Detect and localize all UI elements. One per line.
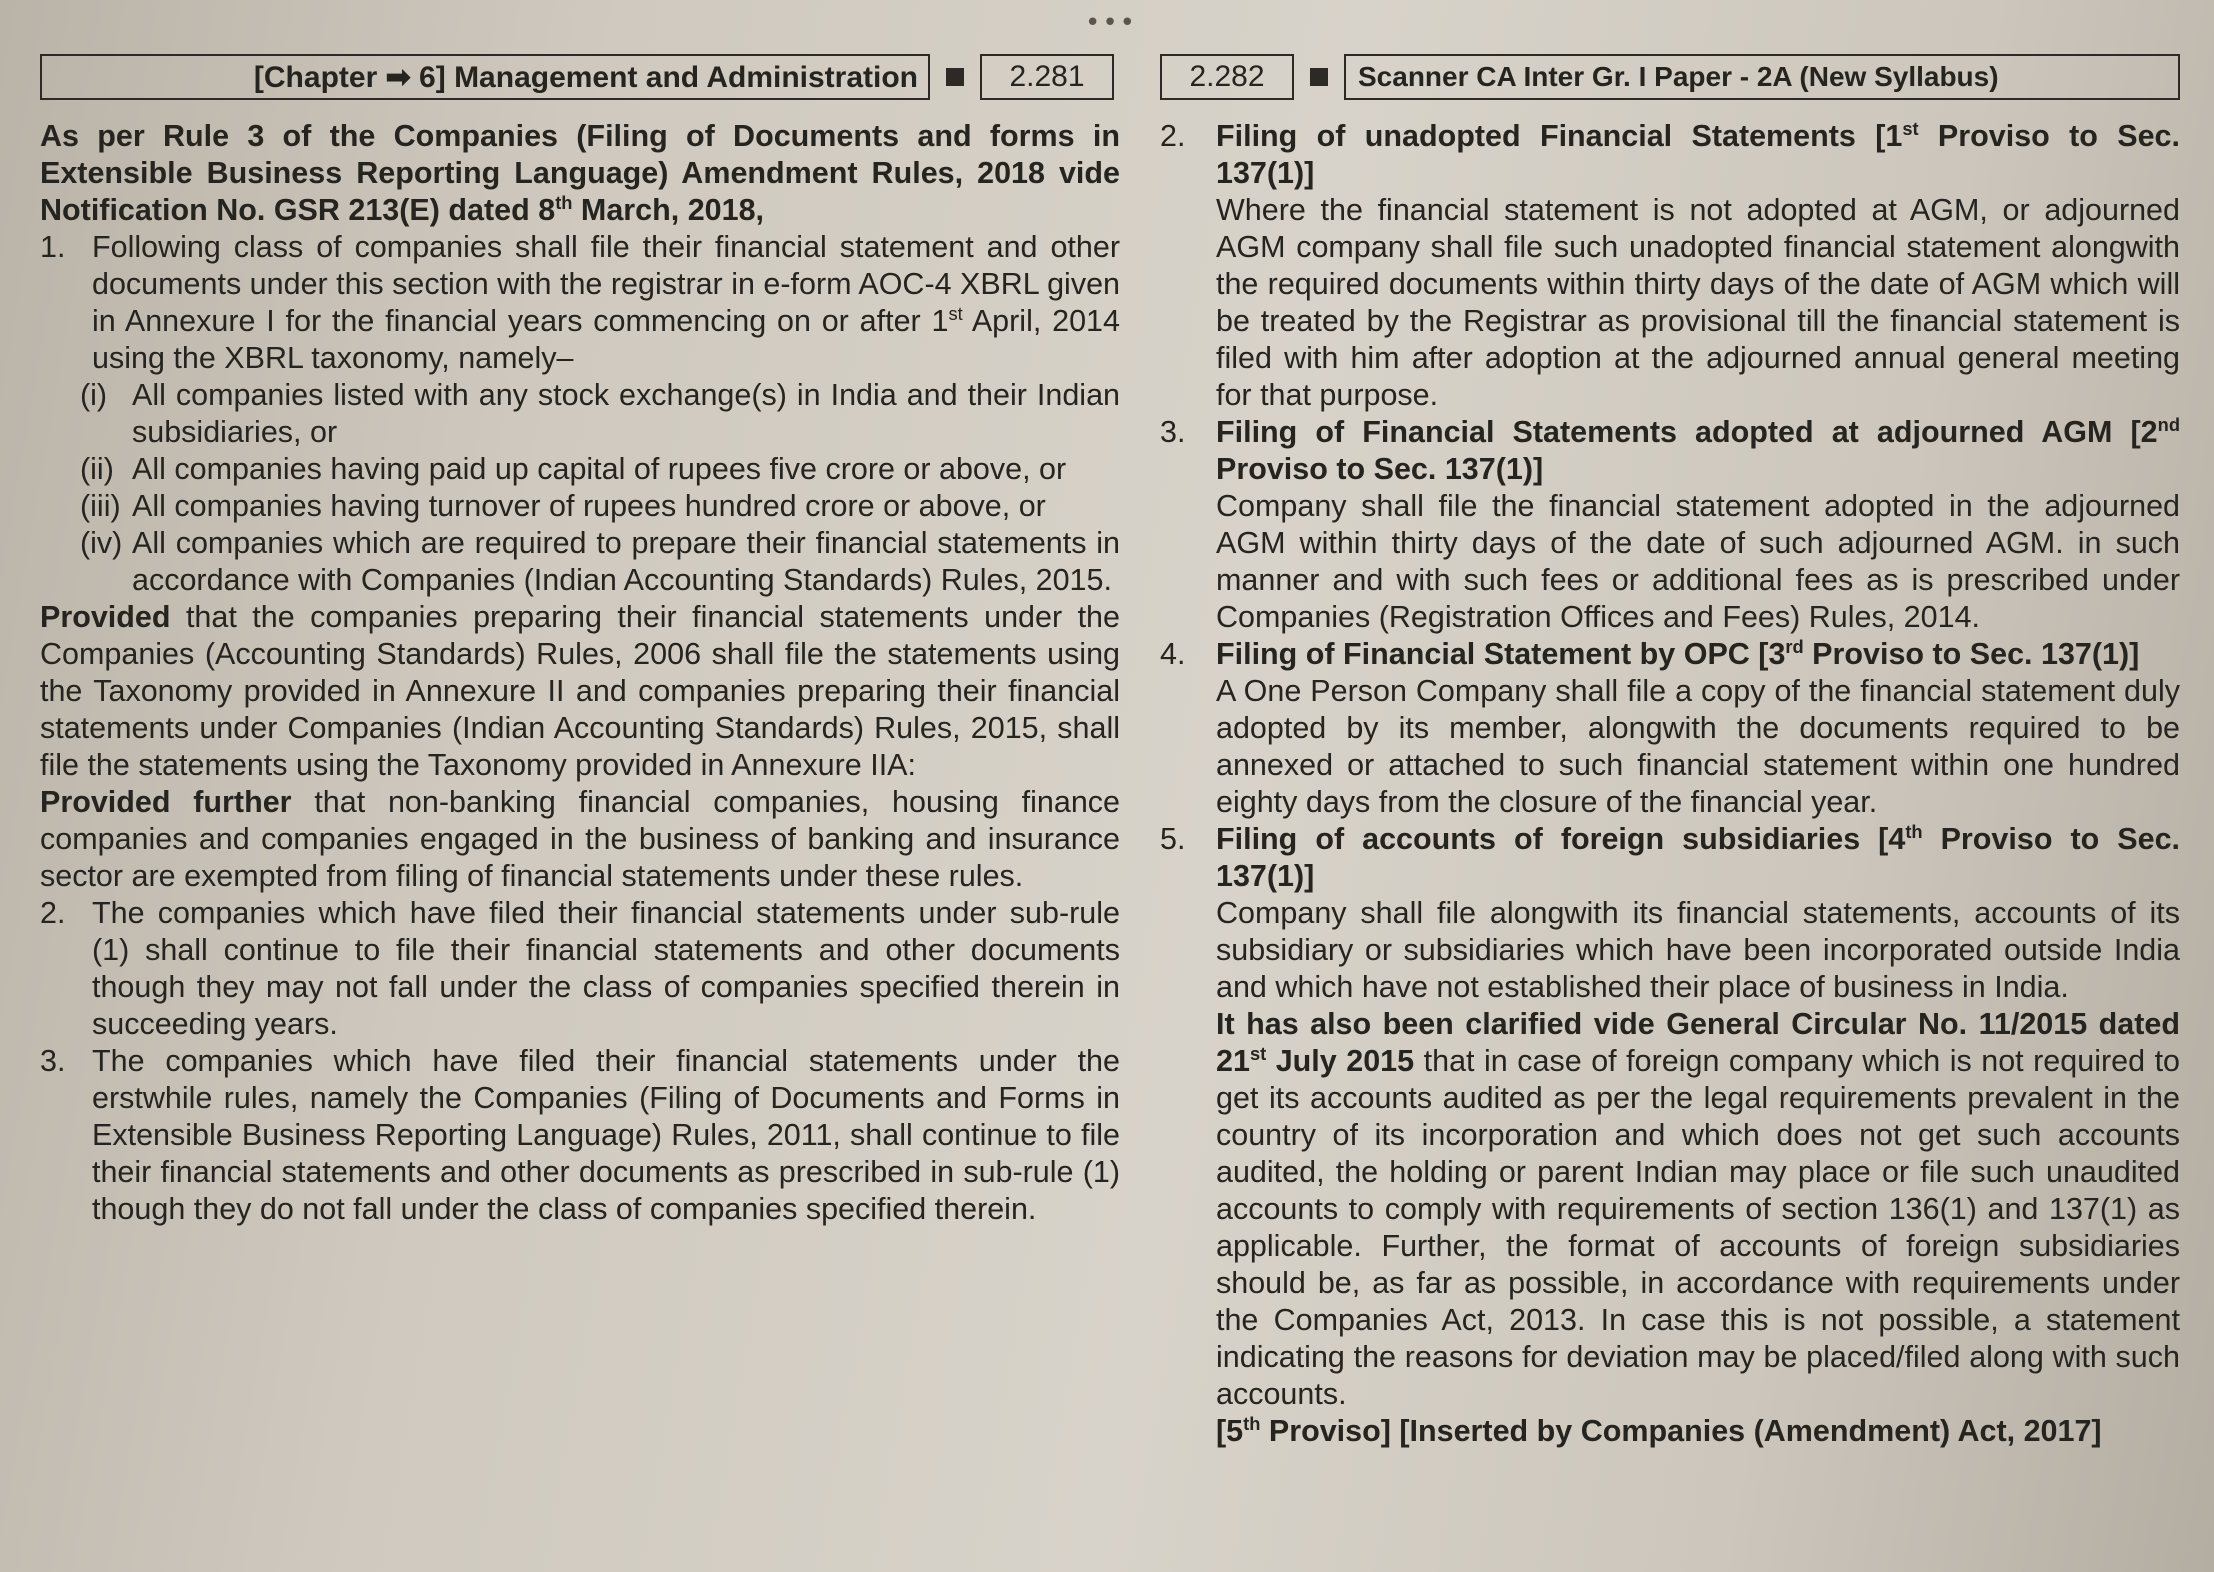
proviso-further-paragraph: Provided further that non-banking financial companies, housing finance companies and companies engaged in the business of banking and insurance sector are exempted from filing of financial statements under these rules. <box>40 785 1120 893</box>
proviso-paragraph: Provided that the companies preparing their financial statements under the Companies (Accounting Standards) Rules, 2006 shall file the statements using the Taxonomy provided in Annexure II and companies preparing their financial statements under Companies (Indian Accounting Standards) Rules, 2015, shall file the statements using the Taxonomy provided in Annexure IIA: <box>40 600 1120 782</box>
amendment-footer: [5th Proviso] [Inserted by Companies (Amendment) Act, 2017] <box>1216 1412 2102 1448</box>
subitem: (i) All companies listed with any stock exchange(s) in India and their Indian subsidiaries, or <box>80 378 1120 449</box>
subitem: (ii) All companies having paid up capital of rupees five crore or above, or <box>80 452 1067 486</box>
book-title: Scanner CA Inter Gr. I Paper - 2A (New Syllabus) <box>1344 54 2180 100</box>
section-heading: Filing of Financial Statement by OPC [3rd Proviso to Sec. 137(1)] <box>1216 635 2140 671</box>
section-body: A One Person Company shall file a copy of the financial statement duly adopted by its member, alongwith the documents required to be annexed or attached to such financial statement within one hundred eighty days from the closure of the financial year. <box>1216 674 2180 819</box>
section-body: Company shall file alongwith its financial statements, accounts of its subsidiary or subsidiaries which have been incorporated outside India and which have not established their place of business in India. <box>1216 896 2180 1004</box>
left-page-header <box>40 50 1120 104</box>
clarification-paragraph: It has also been clarified vide General Circular No. 11/2015 dated 21st July 2015 that in case of foreign company which is not required to get its accounts audited as per the legal requirements prevalent in the country of its incorporation and which does not get such accounts audited, the holding or parent Indian may place or file such unaudited accounts to comply with requirements of section 136(1) and 137(1) as applicable. Further, the format of accounts of foreign subsidiaries should be, as far as possible, in accordance with requirements under the Companies Act, 2013. In case this is not possible, a statement indicating the reasons for deviation may be placed/filed along with such accounts. <box>1216 1007 2181 1411</box>
right-page-header <box>1160 50 2180 104</box>
rule-item-1 <box>40 229 1120 377</box>
overflow-dots-icon: ••• <box>1085 8 1138 38</box>
section-heading: Filing of unadopted Financial Statements [1st Proviso to Sec. 137(1)] <box>1216 117 2180 190</box>
right-page-body <box>1160 118 2180 1450</box>
section-item-2: 2. Filing of unadopted Financial Statements [1st Proviso to Sec. 137(1)] Where the financial statement is not adopted at AGM, or adjourned AGM company shall file such unadopted financial statement alongwith the required documents within thirty days of the date of AGM which will be treated by the Registrar as provisional till the financial statement is filed with him after adoption at the adjourned annual general meeting for that purpose. <box>1160 117 2180 412</box>
left-page <box>40 50 1120 1560</box>
page-number: 2.282 <box>1160 54 1294 100</box>
rule-item-3: 3. The companies which have filed their financial statements under the erstwhile rules, namely the Companies (Filing of Documents and Forms in Extensible Business Reporting Language) Rules, 2011, shall continue to file their financial statements and other documents as prescribed in sub-rule (1) though they do not fall under the class of companies specified therein. <box>40 1044 1120 1226</box>
item-text: Following class of companies shall file their financial statement and other documents under this section with the registrar in e-form AOC-4 XBRL given in Annexure I for the financial years commencing on or after 1st April, 2014 using the XBRL taxonomy, namely– <box>92 230 1120 375</box>
header-square-icon <box>1310 68 1328 86</box>
intro-paragraph: As per Rule 3 of the Companies (Filing of Documents and forms in Extensible Business Reporting Language) Amendment Rules, 2018 vide Notification No. GSR 213(E) dated 8th March, 2018, <box>40 119 1120 227</box>
section-body: Where the financial statement is not adopted at AGM, or adjourned AGM company shall file such unadopted financial statement alongwith the required documents within thirty days of the date of AGM which will be treated by the Registrar as provisional till the financial statement is filed with him after adoption at the adjourned annual general meeting for that purpose. <box>1216 193 2180 412</box>
section-item-4: 4. Filing of Financial Statement by OPC [3rd Proviso to Sec. 137(1)] A One Person Company shall file a copy of the financial statement duly adopted by its member, alongwith the documents required to be annexed or attached to such financial statement within one hundred eighty days from the closure of the financial year. <box>1160 635 2180 819</box>
right-page <box>1160 50 2180 1560</box>
subitem: (iv) All companies which are required to prepare their financial statements in accordance with Companies (Indian Accounting Standards) Rules, 2015. <box>80 526 1120 597</box>
header-square-icon <box>946 68 964 86</box>
item-number: 1. <box>40 230 66 264</box>
section-heading: Filing of Financial Statements adopted at adjourned AGM [2nd Proviso to Sec. 137(1)] <box>1216 413 2180 486</box>
subitem: (iii) All companies having turnover of rupees hundred crore or above, or <box>80 489 1046 523</box>
page-number: 2.281 <box>980 54 1114 100</box>
section-item-3: 3. Filing of Financial Statements adopted at adjourned AGM [2nd Proviso to Sec. 137(1)] Company shall file the financial statement adopted in the adjourned AGM within thirty days of the date of such adjourned AGM. in such manner and with such fees or additional fees as is prescribed under Companies (Registration Offices and Fees) Rules, 2014. <box>1160 413 2180 634</box>
section-body: Company shall file the financial statement adopted in the adjourned AGM within thirty days of the date of such adjourned AGM. in such manner and with such fees or additional fees as is prescribed under Companies (Registration Offices and Fees) Rules, 2014. <box>1216 489 2180 634</box>
left-page-body <box>40 118 1120 1228</box>
section-heading: Filing of accounts of foreign subsidiaries [4th Proviso to Sec. 137(1)] <box>1216 820 2181 893</box>
section-item-5: 5. Filing of accounts of foreign subsidiaries [4th Proviso to Sec. 137(1)] Company shall file alongwith its financial statements, accounts of its subsidiary or subsidiaries which have been incorporated outside India and which have not established their place of business in India. It has also been clarified vide General Circular No. 11/2015 dated 21st July 2015 that in case of foreign company which is not required to get its accounts audited as per the legal requirements prevalent in the country of its incorporation and which does not get such accounts audited, the holding or parent Indian may place or file such unaudited accounts to comply with requirements of section 136(1) and 137(1) as applicable. Further, the format of accounts of foreign subsidiaries should be, as far as possible, in accordance with requirements under the Companies Act, 2013. In case this is not possible, a statement indicating the reasons for deviation may be placed/filed along with such accounts. [5th Proviso] [Inserted by Companies (Amendment) Act, 2017] <box>1160 820 2181 1448</box>
chapter-title: [Chapter ➡ 6] Management and Administration <box>40 54 930 100</box>
rule-item-2: 2. The companies which have filed their financial statements under sub-rule (1) shall continue to file their financial statements and other documents though they may not fall under the class of companies specified therein in succeeding years. <box>40 896 1120 1041</box>
